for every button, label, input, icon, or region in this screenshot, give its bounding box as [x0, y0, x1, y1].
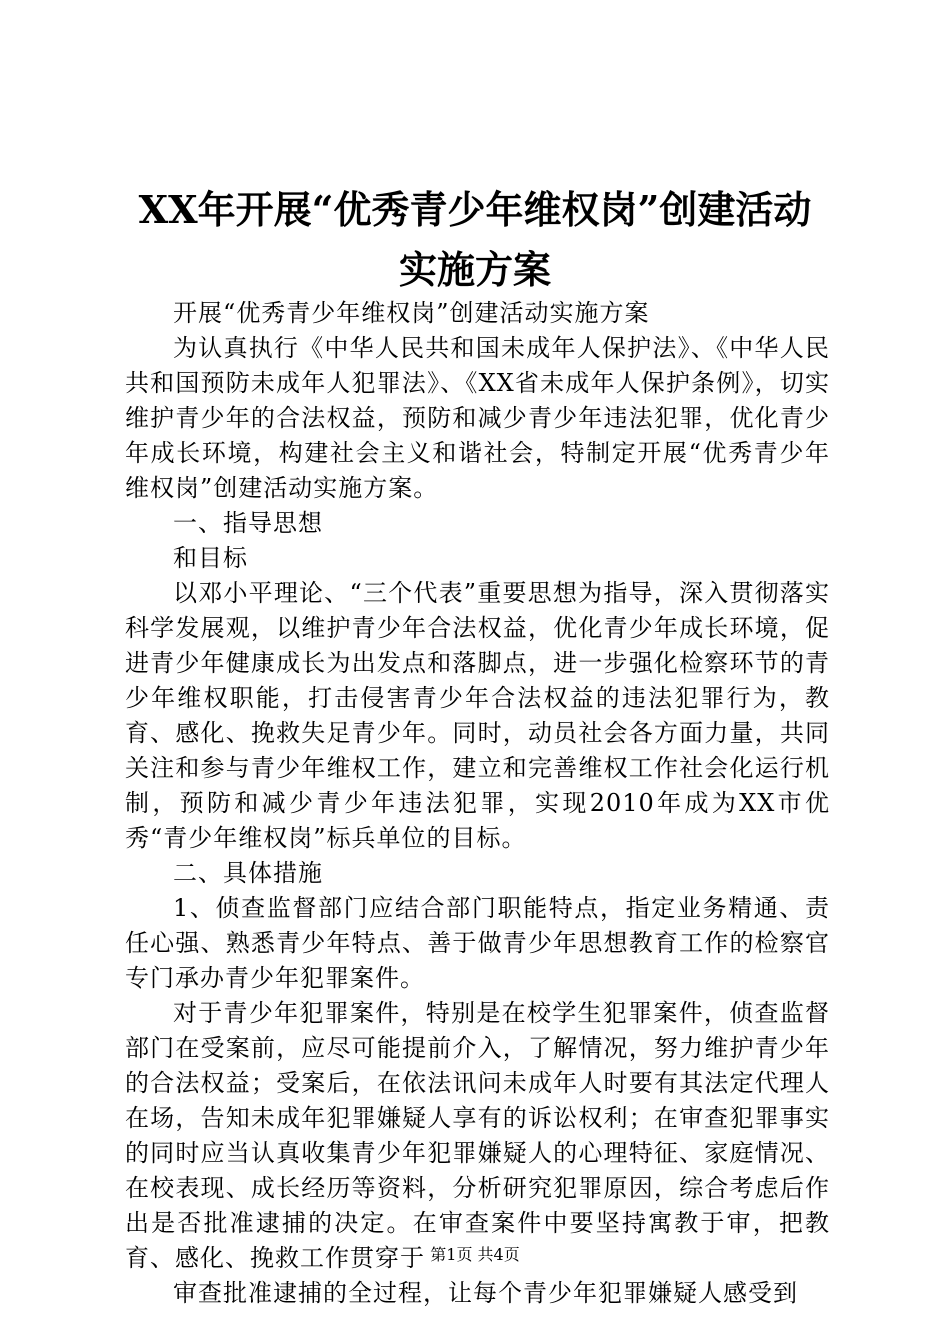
paragraph-measure-1: 1、侦查监督部门应结合部门职能特点，指定业务精通、责任心强、熟悉青少年特点、善于做青少年思想教育工作的检察官专门承办青少年犯罪案件。: [125, 894, 830, 992]
paragraph-intro: 为认真执行《中华人民共和国未成年人保护法》、《中华人民共和国预防未成年人犯罪法》、《XX省未成年人保护条例》，切实维护青少年的合法权益，预防和减少青少年违法犯罪，优化青少年成长环境，构建社会主义和谐社会，特制定开展“优秀青少年维权岗”创建活动实施方案。: [125, 334, 830, 502]
page-footer: 第1页 共4页: [430, 1245, 520, 1264]
document-body: [125, 296, 830, 1311]
section-heading-continued: 和目标: [173, 544, 248, 572]
paragraph-subtitle: 开展“优秀青少年维权岗”创建活动实施方案: [173, 299, 650, 327]
section-heading-guiding-ideology: 一、指导思想: [173, 509, 323, 537]
paragraph-continued: 审查批准逮捕的全过程，让每个青少年犯罪嫌疑人感受到: [173, 1279, 798, 1307]
paragraph-measure-1-detail: 对于青少年犯罪案件，特别是在校学生犯罪案件，侦查监督部门在受案前，应尽可能提前介入，了解情况，努力维护青少年的合法权益；受案后，在依法讯问未成年人时要有其法定代理人在场，告知未成年犯罪嫌疑人享有的诉讼权利；在审查犯罪事实的同时应当认真收集青少年犯罪嫌疑人的心理特征、家庭情况、在校表现、成长经历等资料，分析研究犯罪原因，综合考虑后作出是否批准逮捕的决定。在审查案件中要坚持寓教于审，把教育、感化、挽救工作贯穿于: [125, 999, 830, 1272]
section-heading-measures: 二、具体措施: [173, 859, 323, 887]
paragraph-guiding-ideology: 以邓小平理论、“三个代表”重要思想为指导，深入贯彻落实科学发展观，以维护青少年合法权益，优化青少年成长环境，促进青少年健康成长为出发点和落脚点，进一步强化检察环节的青少年维权职能，打击侵害青少年合法权益的违法犯罪行为，教育、感化、挽救失足青少年。同时，动员社会各方面力量，共同关注和参与青少年维权工作，建立和完善维权工作社会化运行机制，预防和减少青少年违法犯罪，实现2010年成为XX市优秀“青少年维权岗”标兵单位的目标。: [125, 579, 830, 852]
document-title: XX年开展“优秀青少年维权岗”创建活动实施方案: [138, 187, 812, 292]
